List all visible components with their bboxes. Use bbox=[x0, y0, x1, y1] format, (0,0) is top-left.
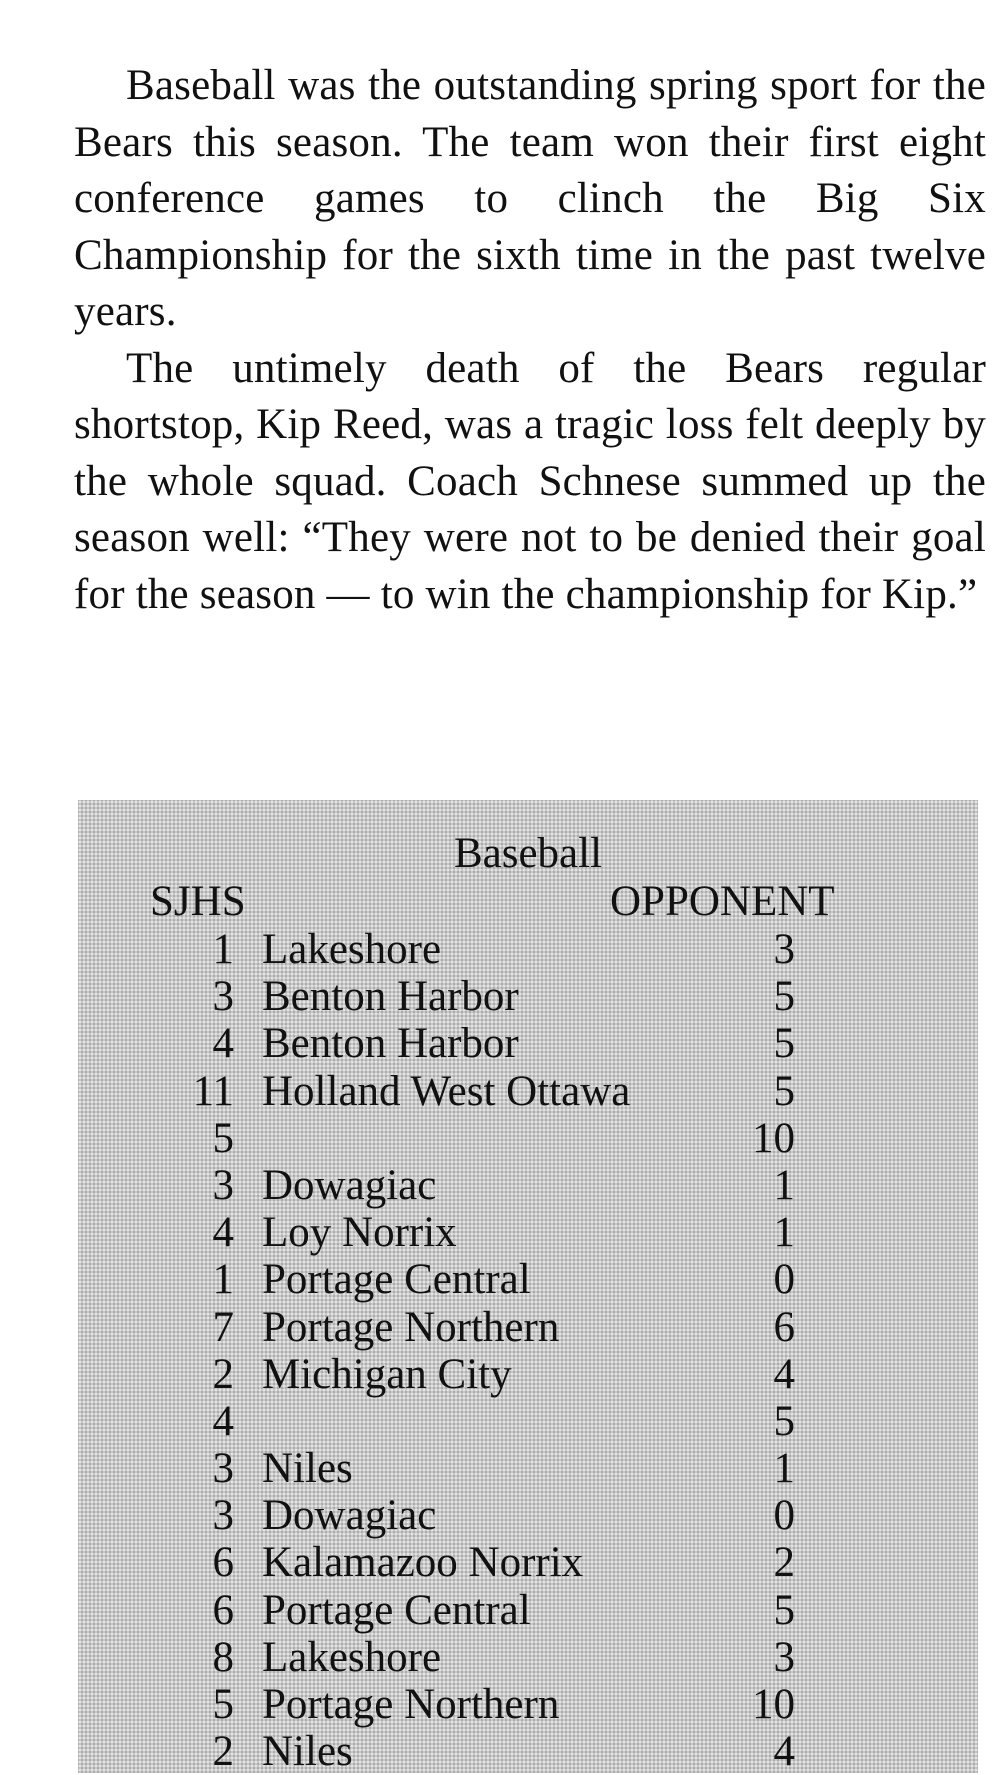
article-text bbox=[74, 58, 986, 623]
score-row bbox=[78, 1398, 978, 1445]
sjhs-score: 2 bbox=[212, 1728, 234, 1775]
sjhs-score: 4 bbox=[212, 1209, 234, 1257]
opponent-score: 3 bbox=[773, 1633, 795, 1681]
sjhs-score: 3 bbox=[212, 1492, 234, 1540]
opponent-score: 4 bbox=[773, 1350, 795, 1398]
score-row bbox=[78, 926, 978, 973]
score-row bbox=[78, 1492, 978, 1539]
score-row bbox=[78, 1209, 978, 1256]
sjhs-score: 6 bbox=[212, 1539, 234, 1587]
score-row bbox=[78, 1587, 978, 1634]
opponent-name: Benton Harbor bbox=[262, 973, 519, 1021]
score-row bbox=[78, 1020, 978, 1067]
opponent-score: 5 bbox=[773, 1397, 795, 1445]
sjhs-score: 4 bbox=[212, 1397, 234, 1445]
opponent-name: Portage Northern bbox=[262, 1681, 560, 1728]
sjhs-score: 11 bbox=[192, 1067, 234, 1115]
score-row bbox=[78, 1728, 978, 1775]
score-row bbox=[78, 1681, 978, 1728]
sjhs-score: 3 bbox=[212, 973, 234, 1021]
paragraph-season-summary: Baseball was the outstanding spring sport for the Bears this season. The team won their first eight conference games to clinch the Big Six Championship for the sixth time in the past twelve years. bbox=[74, 62, 986, 335]
sjhs-column-header: SJHS bbox=[150, 878, 246, 925]
sjhs-score: 6 bbox=[212, 1586, 234, 1634]
opponent-score: 5 bbox=[773, 973, 795, 1021]
sjhs-score: 3 bbox=[212, 1161, 234, 1209]
opponent-name: Loy Norrix bbox=[262, 1209, 457, 1257]
sjhs-score: 1 bbox=[212, 926, 234, 973]
opponent-score: 2 bbox=[773, 1539, 795, 1587]
opponent-score: 10 bbox=[752, 1114, 795, 1162]
sjhs-score: 8 bbox=[212, 1633, 234, 1681]
score-row bbox=[78, 973, 978, 1020]
sjhs-score: 2 bbox=[212, 1350, 234, 1398]
opponent-name: Holland West Ottawa bbox=[262, 1067, 631, 1115]
opponent-score: 1 bbox=[773, 1445, 795, 1493]
score-row bbox=[78, 1068, 978, 1115]
sjhs-score: 5 bbox=[212, 1681, 234, 1728]
opponent-score: 3 bbox=[773, 926, 795, 973]
score-row bbox=[78, 1256, 978, 1303]
opponent-name: Niles bbox=[262, 1728, 353, 1775]
opponent-score: 5 bbox=[773, 1067, 795, 1115]
opponent-name: Portage Central bbox=[262, 1586, 531, 1634]
opponent-name: Niles bbox=[262, 1445, 353, 1493]
score-row bbox=[78, 1634, 978, 1681]
opponent-name: Portage Central bbox=[262, 1256, 531, 1304]
sjhs-score: 3 bbox=[212, 1445, 234, 1493]
opponent-score: 1 bbox=[773, 1209, 795, 1257]
opponent-name: Benton Harbor bbox=[262, 1020, 519, 1068]
score-row bbox=[78, 1115, 978, 1162]
opponent-score: 1 bbox=[773, 1161, 795, 1209]
sjhs-score: 5 bbox=[212, 1114, 234, 1162]
opponent-score: 6 bbox=[773, 1303, 795, 1351]
score-row bbox=[78, 1539, 978, 1586]
results-title: Baseball bbox=[453, 830, 603, 877]
sjhs-score: 4 bbox=[212, 1020, 234, 1068]
opponent-name: Dowagiac bbox=[262, 1492, 437, 1540]
opponent-score: 5 bbox=[773, 1020, 795, 1068]
sjhs-score: 7 bbox=[212, 1303, 234, 1351]
opponent-column-header: OPPONENT bbox=[610, 878, 835, 925]
opponent-score: 10 bbox=[752, 1681, 795, 1728]
score-row bbox=[78, 1304, 978, 1351]
score-row bbox=[78, 1162, 978, 1209]
opponent-score: 0 bbox=[773, 1256, 795, 1304]
opponent-name: Kalamazoo Norrix bbox=[262, 1539, 584, 1587]
paragraph-kip-reed: The untimely death of the Bears regular shortstop, Kip Reed, was a tragic loss felt deeply by the whole squad. Coach Schnese summed up the season well: “They were not to be denied their goal for the season — to win the championship for Kip.” bbox=[74, 344, 986, 618]
opponent-score: 0 bbox=[773, 1492, 795, 1540]
opponent-name: Michigan City bbox=[262, 1350, 512, 1398]
opponent-name: Portage Northern bbox=[262, 1303, 560, 1351]
baseball-results-box bbox=[78, 800, 978, 1773]
opponent-name: Lakeshore bbox=[262, 1633, 442, 1681]
opponent-name: Lakeshore bbox=[262, 926, 442, 973]
sjhs-score: 1 bbox=[212, 1256, 234, 1304]
score-row bbox=[78, 1351, 978, 1398]
opponent-score: 4 bbox=[773, 1728, 795, 1775]
score-row bbox=[78, 1445, 978, 1492]
results-list bbox=[78, 926, 978, 1775]
opponent-score: 5 bbox=[773, 1586, 795, 1634]
opponent-name: Dowagiac bbox=[262, 1161, 437, 1209]
